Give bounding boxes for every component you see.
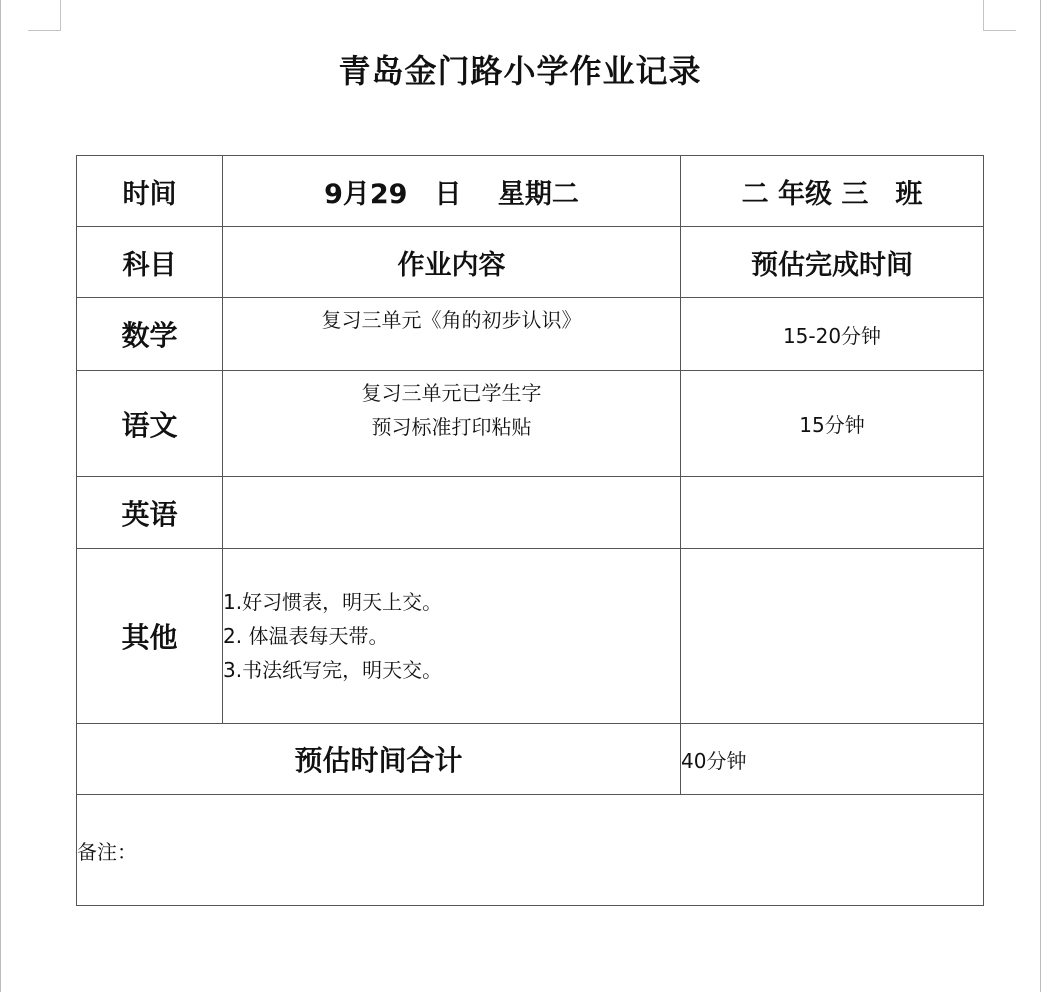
table-row [77, 298, 984, 371]
crop-mark-top-right [983, 0, 1016, 31]
content-line: 复习三单元已学生字 [361, 381, 542, 405]
remark-row [77, 795, 984, 906]
table-row [77, 477, 984, 549]
estimated-time-header: 预估完成时间 [681, 227, 984, 298]
time-cell [681, 477, 984, 549]
homework-table [76, 155, 984, 906]
table-row [77, 549, 984, 724]
page-left-edge [0, 0, 1, 992]
content-line: 2. 体温表每天带。 [223, 624, 389, 648]
column-header-row [77, 227, 984, 298]
header-row [77, 156, 984, 227]
table-row [77, 371, 984, 477]
crop-mark-top-left [28, 0, 61, 31]
subject-header: 科目 [77, 227, 223, 298]
content-header: 作业内容 [223, 227, 681, 298]
content-cell [223, 298, 681, 371]
subject-cell: 英语 [77, 477, 223, 549]
remark-cell: 备注： [77, 795, 984, 906]
page-title: 青岛金门路小学作业记录 [338, 52, 702, 90]
content-line: 复习三单元《角的初步认识》 [321, 308, 582, 332]
content-cell [223, 371, 681, 477]
time-cell: 15分钟 [681, 371, 984, 477]
class-cell: 二 年级 三 班 [681, 156, 984, 227]
subject-cell: 数学 [77, 298, 223, 371]
content-line: 1.好习惯表，明天上交。 [223, 590, 443, 614]
time-label: 时间 [77, 156, 223, 227]
page-right-edge [1040, 0, 1041, 992]
total-value: 40分钟 [681, 724, 984, 795]
content-line: 3.书法纸写完，明天交。 [223, 658, 443, 682]
total-label: 预估时间合计 [77, 724, 681, 795]
total-row [77, 724, 984, 795]
content-line: 预习标准打印粘贴 [371, 415, 532, 439]
subject-cell: 其他 [77, 549, 223, 724]
content-cell [223, 477, 681, 549]
date-cell: 9月29 日 星期二 [223, 156, 681, 227]
time-cell: 15-20分钟 [681, 298, 984, 371]
time-cell [681, 549, 984, 724]
content-cell [223, 549, 681, 724]
subject-cell: 语文 [77, 371, 223, 477]
